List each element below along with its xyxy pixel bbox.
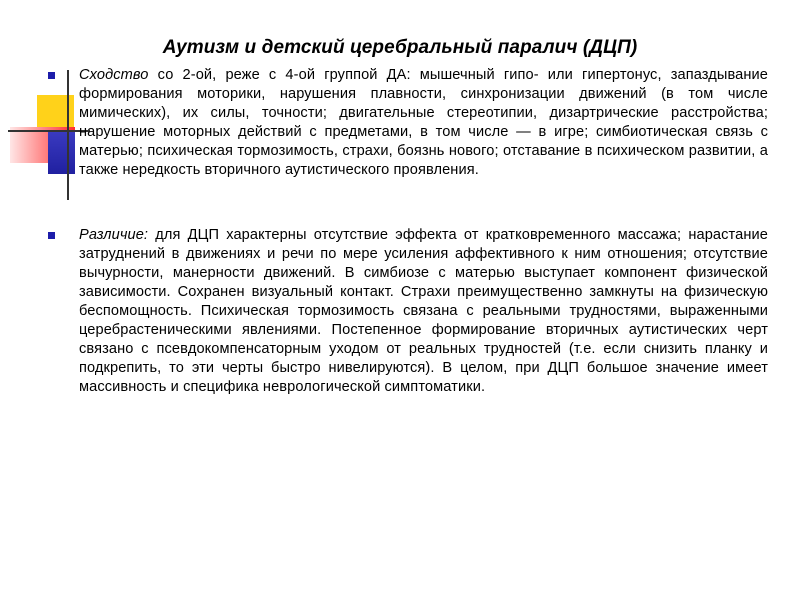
bullet-square-icon (48, 232, 55, 239)
bullet-paragraph (79, 226, 768, 397)
bullet-text: со 2-ой, реже с 4-ой группой ДА: мышечный гипо- или гипертонус, запаздывание формирования моторики, нарушения плавности, синхронизации движений (в том числе мимических), их силы, точности; двигательные стереотипии, дизартрические расстройства; нарушение моторных действий с предметами, в том числе — в игре; симбиотическая связь с матерью; психическая тормозимость, страхи, боязнь нового; отставание в психическом развитии, а также нередкость вторичного аутистического проявления. (79, 67, 768, 178)
bullet-similarity (48, 66, 768, 180)
bullet-difference (48, 226, 768, 397)
bullet-lead: Сходство (79, 67, 149, 83)
slide-title: Аутизм и детский церебральный паралич (ДЦП) (162, 37, 638, 58)
bullet-paragraph (79, 66, 768, 180)
bullet-text: для ДЦП характерны отсутствие эффекта от кратковременного массажа; нарастание затруднений в движениях и речи по мере усиления аффективного к ним отношения; отсутствие вычурности, манерности движений. В симбиозе с матерью выступает компонент физической зависимости. Сохранен визуальный контакт. Страхи преимущественно замкнуты на физическую беспомощность. Психическая тормозимость связана с реальными трудностями, выраженными церебрастеническими явлениями. Постепенное формирование вторичных аутистических черт связано с псевдокомпенсаторным уходом от реальных трудностей (т.е. если снизить планку и подкрепить, то эти черты быстро нивелируются). В целом, при ДЦП большое значение имеет массивность и специфика неврологической симптоматики. (79, 227, 768, 395)
bullet-square-icon (48, 72, 55, 79)
bullet-lead: Различие: (79, 227, 156, 243)
